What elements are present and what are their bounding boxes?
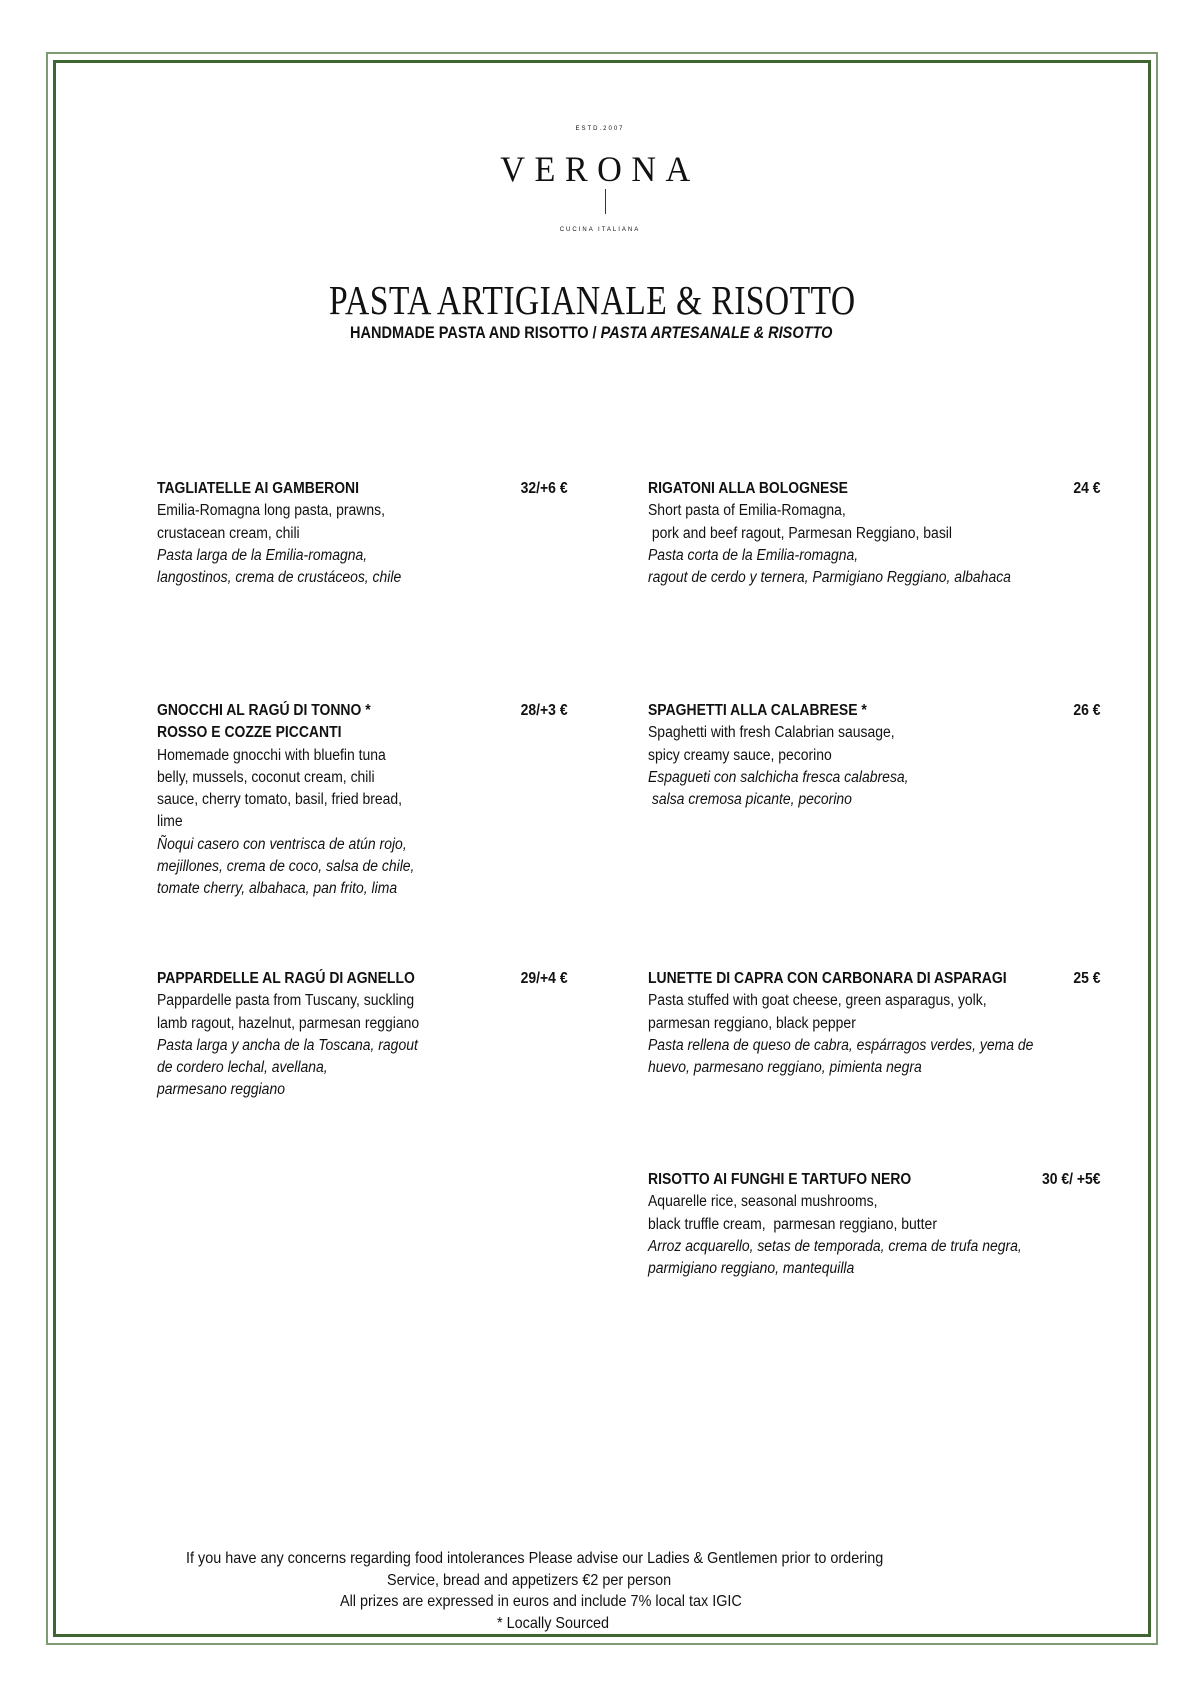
item-description-es: Pasta larga de la Emilia-romagna, [157,546,368,564]
logo-tagline: CUCINA ITALIANA [559,227,641,233]
menu-item [157,968,568,1102]
footer-tax-note: All prizes are expressed in euros and include 7% local tax IGIC [340,1593,742,1610]
item-description-es: Arroz acquarello, setas de temporada, crema de trufa negra, [648,1237,1022,1255]
subtitle-en: HANDMADE PASTA AND RISOTTO / [350,324,597,342]
menu-item [157,478,568,589]
footer-allergy-note: If you have any concerns regarding food intolerances Please advise our Ladies & Gentlemen prior to ordering [186,1550,884,1567]
item-description-en: Pasta stuffed with goat cheese, green asparagus, yolk, [648,992,987,1010]
item-price: 30 €/ +5€ [1041,1171,1101,1188]
page-subtitle [350,324,832,343]
item-description-en: lamb ragout, hazelnut, parmesan reggiano [157,1014,420,1032]
item-price: 32/+6 € [520,480,568,497]
item-description-es: langostinos, crema de crustáceos, chile [157,569,402,587]
item-description-en: crustacean cream, chili [157,524,300,542]
item-description-es: mejillones, crema de coco, salsa de chile, [157,858,415,876]
item-description-en: pork and beef ragout, Parmesan Reggiano, basil [648,524,953,542]
item-name: RIGATONI ALLA BOLOGNESE [648,480,848,497]
item-name: GNOCCHI AL RAGÚ DI TONNO * [157,702,371,719]
item-description-en: Homemade gnocchi with bluefin tuna [157,746,386,764]
item-description-es: salsa cremosa picante, pecorino [648,791,852,809]
menu-item [648,968,1101,1079]
item-price: 26 € [1073,702,1101,719]
footer-locally-sourced: * Locally Sourced [497,1615,610,1632]
item-name: RISOTTO AI FUNGHI E TARTUFO NERO [648,1171,912,1188]
item-price: 29/+4 € [520,970,568,987]
item-description-es: Pasta larga y ancha de la Toscana, ragout [157,1036,418,1054]
item-description-es: parmesano reggiano [157,1081,285,1099]
menu-item [648,700,1101,811]
item-name: SPAGHETTI ALLA CALABRESE * [648,702,867,719]
item-description-es: de cordero lechal, avellana, [157,1059,328,1077]
item-name: LUNETTE DI CAPRA CON CARBONARA DI ASPARAGI [648,970,1007,987]
logo-established: ESTD.2007 [575,126,625,132]
item-name: PAPPARDELLE AL RAGÚ DI AGNELLO [157,970,415,987]
menu-item [648,1169,1101,1280]
item-price: 25 € [1073,970,1101,987]
item-description-en: black truffle cream, parmesan reggiano, butter [648,1215,937,1233]
item-description-es: Ñoqui casero con ventrisca de atún rojo, [157,835,407,853]
item-description-en: Short pasta of Emilia-Romagna, [648,502,846,520]
item-description-es: huevo, parmesano reggiano, pimienta negra [648,1059,922,1077]
item-price: 28/+3 € [520,702,568,719]
item-description-en: sauce, cherry tomato, basil, fried bread, [157,791,403,809]
item-description-es: tomate cherry, albahaca, pan frito, lima [157,880,398,898]
logo-divider [605,189,606,214]
footer-service-note: Service, bread and appetizers €2 per person [387,1572,672,1589]
item-description-en: spicy creamy sauce, pecorino [648,746,832,764]
item-description-es: ragout de cerdo y ternera, Parmigiano Reggiano, albahaca [648,569,1011,587]
subtitle-es: PASTA ARTESANALE & RISOTTO [600,324,833,342]
item-description-es: Pasta corta de la Emilia-romagna, [648,546,859,564]
item-price: 24 € [1073,480,1101,497]
item-description-en: Spaghetti with fresh Calabrian sausage, [648,724,895,742]
item-description-en: Pappardelle pasta from Tuscany, suckling [157,992,415,1010]
menu-item [157,700,568,901]
item-description-en: Emilia-Romagna long pasta, prawns, [157,502,385,520]
item-name-line2: ROSSO E COZZE PICCANTI [157,724,342,742]
page-title: PASTA ARTIGIANALE & RISOTTO [329,277,856,323]
item-description-es: Espagueti con salchicha fresca calabresa, [648,768,909,786]
item-description-en: lime [157,813,183,831]
item-description-es: Pasta rellena de queso de cabra, espárragos verdes, yema de [648,1036,1034,1054]
item-description-en: Aquarelle rice, seasonal mushrooms, [648,1193,878,1211]
item-description-es: parmigiano reggiano, mantequilla [648,1260,855,1278]
logo-name: VERONA [500,149,700,189]
menu-item [648,478,1101,589]
item-description-en: parmesan reggiano, black pepper [648,1014,856,1032]
item-name: TAGLIATELLE AI GAMBERONI [157,480,360,497]
item-description-en: belly, mussels, coconut cream, chili [157,768,375,786]
